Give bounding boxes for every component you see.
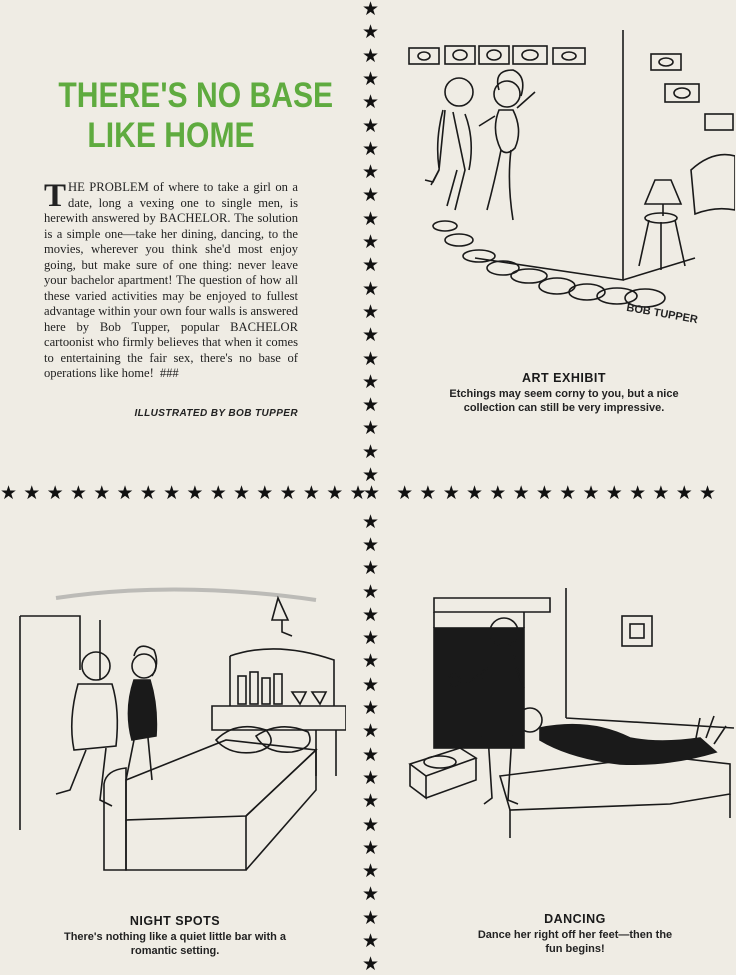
- star-ornament: ★: [362, 697, 380, 719]
- star-ornament: ★: [675, 482, 693, 504]
- star-ornament: ★: [362, 790, 380, 813]
- star-ornament: ★: [362, 277, 380, 300]
- title-line-1: THERE'S NO BASE: [58, 76, 334, 115]
- intro-paragraph: [44, 180, 298, 382]
- dancing-line-1: Dance her right off her feet—then the: [477, 929, 673, 941]
- star-ornament: ★: [396, 482, 414, 504]
- star-ornament: ★: [559, 482, 577, 504]
- star-ornament: ★: [362, 557, 380, 580]
- star-ornament: ★: [326, 482, 344, 504]
- star-ornament: ★: [419, 482, 437, 504]
- night-spots-illustration: [16, 580, 346, 880]
- star-ornament: ★: [362, 533, 380, 556]
- star-ornament: ★: [362, 603, 380, 626]
- star-ornament: ★: [139, 482, 157, 504]
- horizontal-star-divider: [0, 484, 736, 504]
- drop-cap: T: [44, 178, 67, 214]
- star-ornament: ★: [362, 883, 380, 906]
- star-ornament: ★: [362, 673, 380, 696]
- star-ornament: ★: [362, 440, 380, 463]
- dancing-illustration: [400, 588, 734, 888]
- lead-in: HE PROBLEM: [68, 180, 149, 194]
- star-ornament: ★: [362, 813, 380, 836]
- star-ornament: ★: [362, 906, 380, 929]
- star-ornament: ★: [362, 114, 380, 137]
- night-spots-heading: NIGHT SPOTS: [129, 914, 221, 928]
- title-line-2: LIKE HOME: [87, 116, 255, 155]
- art-exhibit-line-1: Etchings may seem corny to you, but a nice: [449, 388, 679, 400]
- night-spots-line-1: There's nothing like a quiet little bar with a: [63, 931, 287, 943]
- article-title: [58, 76, 334, 156]
- artist-signature: BOB TUPPER: [625, 301, 699, 327]
- star-ornament: ★: [512, 482, 530, 504]
- star-ornament: ★: [362, 394, 380, 417]
- star-ornament: ★: [362, 184, 380, 207]
- star-ornament: ★: [442, 482, 460, 504]
- dancing-heading: DANCING: [544, 912, 606, 926]
- star-ornament: ★: [209, 482, 227, 504]
- art-exhibit-illustration: [395, 30, 735, 360]
- star-ornament: ★: [362, 231, 380, 253]
- illustrator-credit: ILLUSTRATED BY BOB TUPPER: [134, 408, 298, 419]
- star-ornament: ★: [699, 482, 717, 504]
- star-ornament: ★: [362, 953, 380, 975]
- star-ornament: ★: [116, 482, 134, 504]
- star-ornament: ★: [535, 482, 553, 504]
- star-ornament: ★: [362, 207, 380, 230]
- star-ornament: ★: [362, 860, 380, 883]
- star-ornament: ★: [362, 464, 380, 486]
- star-ornament: ★: [362, 91, 380, 114]
- star-ornament: ★: [302, 482, 320, 504]
- star-ornament: ★: [93, 482, 111, 504]
- star-ornament: ★: [362, 161, 380, 184]
- art-exhibit-caption: [424, 371, 704, 415]
- star-ornament: ★: [362, 67, 380, 90]
- star-ornament: ★: [349, 482, 367, 504]
- art-exhibit-text: [424, 387, 704, 415]
- night-spots-line-2: romantic setting.: [130, 945, 220, 957]
- star-ornament: ★: [362, 743, 380, 766]
- star-ornament: ★: [362, 510, 380, 533]
- star-ornament: ★: [69, 482, 87, 504]
- star-ornament: ★: [362, 836, 380, 859]
- star-ornament: ★: [362, 324, 380, 347]
- star-ornament: ★: [362, 254, 380, 277]
- star-ornament: ★: [362, 766, 380, 789]
- star-ornament: ★: [362, 650, 380, 673]
- star-ornament: ★: [362, 370, 380, 393]
- star-ornament: ★: [605, 482, 623, 504]
- star-ornament: ★: [466, 482, 484, 504]
- star-ornament: ★: [362, 137, 380, 160]
- star-ornament: ★: [279, 482, 297, 504]
- star-ornament: ★: [362, 627, 380, 650]
- star-ornament: ★: [233, 482, 251, 504]
- star-ornament: ★: [362, 0, 380, 20]
- dancing-text: [450, 928, 700, 956]
- star-ornament: ★: [362, 21, 380, 44]
- star-ornament: ★: [163, 482, 181, 504]
- star-ornament: ★: [362, 300, 380, 323]
- star-ornament: ★: [362, 417, 380, 440]
- art-exhibit-line-2: collection can still be very impressive.: [463, 402, 665, 414]
- intro-body: of where to take a girl on a date, long a vexing one to single men, is herewith answered by BACHELOR. The solution is a simple one—take her dining, dancing, to the movies, wherever you think she'd most enjoy going, but make sure of one thing: never leave your bachelor apartment! The question of how all these varied activities may be enjoyed to fullest advantage within your own four walls is answered here by Bob Tupper, popular BACHELOR cartoonist who firmly believes that when it comes to entertaining the fair sex, there's no base of operations like home!: [44, 180, 298, 380]
- star-ornament: ★: [186, 482, 204, 504]
- star-ornament: ★: [362, 347, 380, 370]
- star-ornament: ★: [629, 482, 647, 504]
- dancing-caption: [450, 912, 700, 956]
- star-ornament: ★: [362, 44, 380, 67]
- star-ornament: ★: [582, 482, 600, 504]
- end-mark: ###: [159, 366, 179, 380]
- night-spots-caption: [20, 914, 330, 958]
- star-ornament: ★: [489, 482, 507, 504]
- star-ornament: ★: [363, 482, 381, 504]
- star-ornament: ★: [23, 482, 41, 504]
- art-exhibit-heading: ART EXHIBIT: [522, 371, 606, 385]
- dancing-line-2: fun begins!: [545, 943, 605, 955]
- night-spots-text: [20, 930, 330, 958]
- star-ornament: ★: [46, 482, 64, 504]
- star-ornament: ★: [652, 482, 670, 504]
- star-ornament: ★: [362, 720, 380, 743]
- star-ornament: ★: [256, 482, 274, 504]
- star-ornament: ★: [362, 930, 380, 952]
- star-ornament: ★: [0, 482, 18, 504]
- star-ornament: ★: [362, 580, 380, 603]
